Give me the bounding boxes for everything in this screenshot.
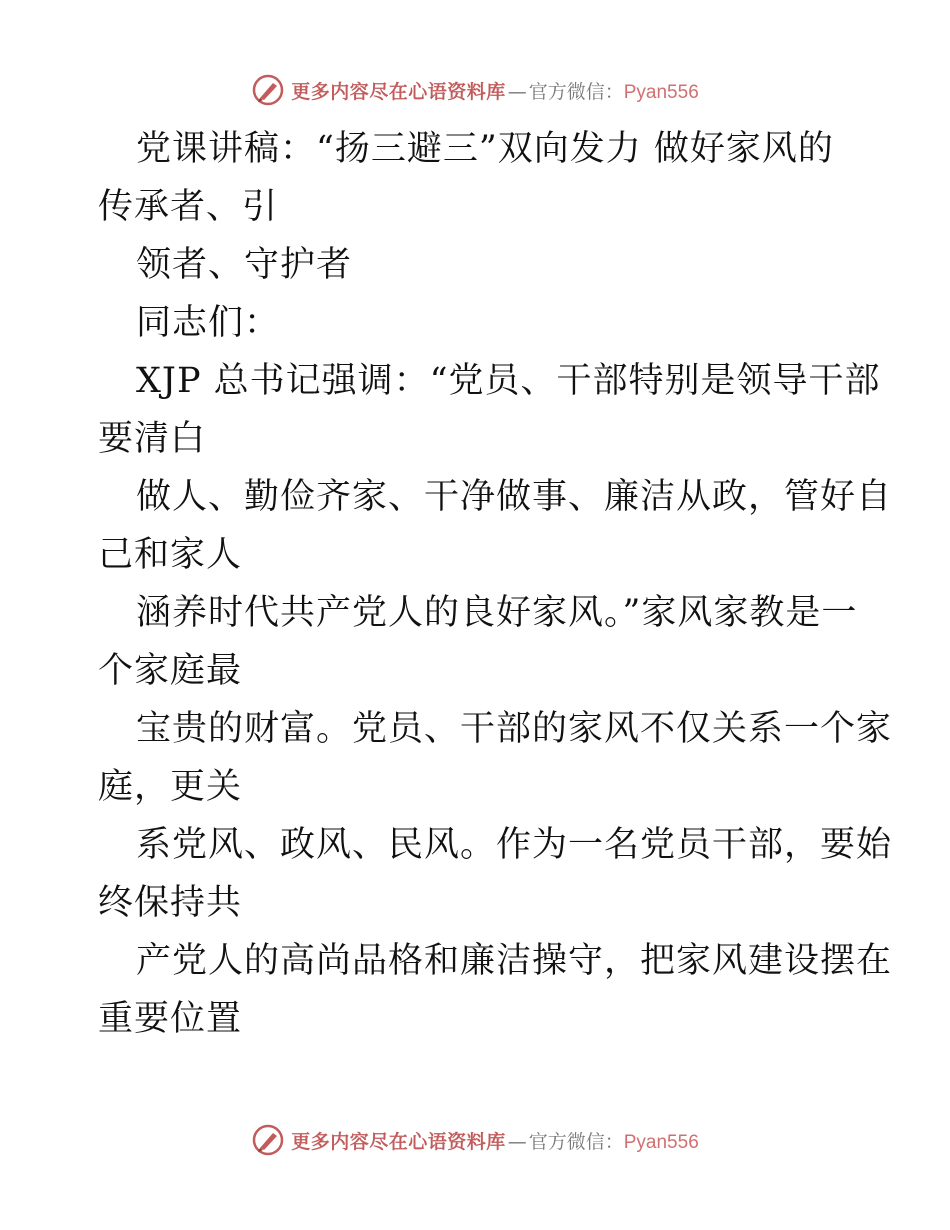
text-line: 庭，更关 — [98, 767, 243, 807]
watermark-label: 官方微信： — [528, 80, 624, 103]
pen-logo-icon — [251, 1123, 285, 1157]
watermark-account: Pyan556 — [623, 1131, 699, 1153]
text-line: 涵养时代共产党人的良好家风。”家风家教是一 — [136, 593, 858, 633]
text-line: 个家庭最 — [98, 651, 243, 691]
watermark-dash: — — [507, 80, 527, 103]
text-line: 宝贵的财富。党员、干部的家风不仅关系一个家 — [136, 709, 893, 749]
text-line: 产党人的高尚品格和廉洁操守，把家风建设摆在 — [136, 941, 893, 981]
text-line: 重要位置 — [98, 999, 243, 1039]
text-line: 己和家人 — [98, 535, 243, 575]
pen-logo-icon — [251, 73, 285, 107]
text-line: 要清白 — [98, 419, 207, 459]
document-body — [98, 120, 893, 1048]
watermark-dash: — — [507, 1130, 527, 1153]
text-line: 领者、守护者 — [136, 245, 353, 285]
text-line: 做人、勤俭齐家、干净做事、廉洁从政，管好自 — [136, 477, 893, 517]
header-watermark — [0, 70, 950, 110]
text-line: 终保持共 — [98, 883, 243, 923]
text-line: XJP 总书记强调：“党员、干部特别是领导干部 — [136, 361, 881, 401]
text-line: 系党风、政风、民风。作为一名党员干部，要始 — [136, 825, 893, 865]
text-line: 传承者、引 — [98, 187, 279, 227]
text-line: 同志们： — [136, 303, 281, 343]
watermark-brand: 更多内容尽在心语资料库 — [291, 1130, 506, 1153]
text-line: 党课讲稿：“扬三避三”双向发力 做好家风的 — [136, 129, 834, 169]
watermark-account: Pyan556 — [623, 81, 699, 103]
watermark-brand: 更多内容尽在心语资料库 — [291, 80, 506, 103]
watermark-label: 官方微信： — [528, 1130, 624, 1153]
footer-watermark — [0, 1120, 950, 1160]
